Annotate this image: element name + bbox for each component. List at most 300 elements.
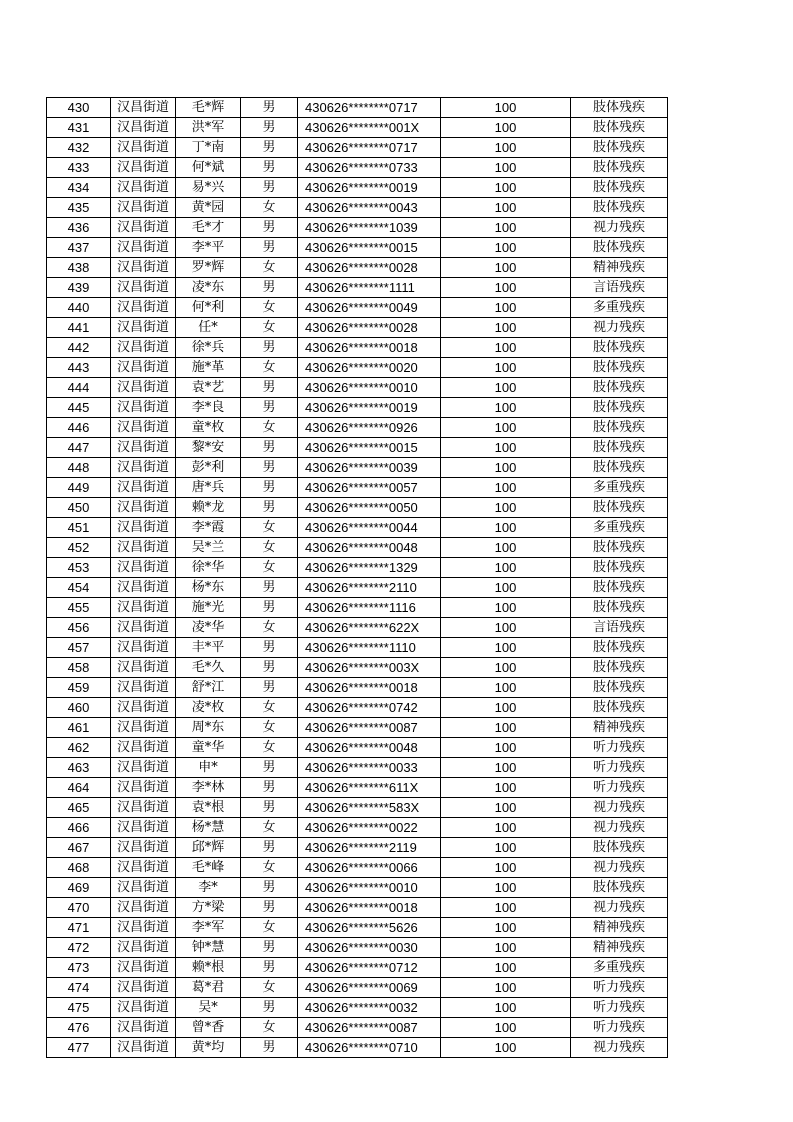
table-body [47, 98, 668, 1058]
serial-cell: 432 [47, 138, 111, 158]
disability-type-cell: 肢体残疾 [571, 438, 668, 458]
serial-cell: 472 [47, 938, 111, 958]
name-cell: 赖*龙 [176, 498, 241, 518]
disability-type-cell: 肢体残疾 [571, 558, 668, 578]
amount-cell: 100 [441, 658, 571, 678]
street-cell: 汉昌街道 [111, 298, 176, 318]
serial-cell: 452 [47, 538, 111, 558]
gender-cell: 男 [241, 578, 298, 598]
table-row [47, 398, 668, 418]
serial-cell: 473 [47, 958, 111, 978]
amount-cell: 100 [441, 998, 571, 1018]
name-cell: 丁*南 [176, 138, 241, 158]
disability-type-cell: 肢体残疾 [571, 358, 668, 378]
serial-cell: 477 [47, 1038, 111, 1058]
id-number-cell: 430626********0018 [298, 898, 441, 918]
serial-cell: 433 [47, 158, 111, 178]
street-cell: 汉昌街道 [111, 858, 176, 878]
name-cell: 袁*艺 [176, 378, 241, 398]
gender-cell: 女 [241, 298, 298, 318]
table-row [47, 418, 668, 438]
serial-cell: 476 [47, 1018, 111, 1038]
name-cell: 李* [176, 878, 241, 898]
street-cell: 汉昌街道 [111, 378, 176, 398]
gender-cell: 女 [241, 198, 298, 218]
name-cell: 吴* [176, 998, 241, 1018]
name-cell: 邱*辉 [176, 838, 241, 858]
name-cell: 洪*军 [176, 118, 241, 138]
amount-cell: 100 [441, 798, 571, 818]
amount-cell: 100 [441, 118, 571, 138]
table-row [47, 878, 668, 898]
gender-cell: 男 [241, 758, 298, 778]
name-cell: 易*兴 [176, 178, 241, 198]
disability-type-cell: 多重残疾 [571, 298, 668, 318]
street-cell: 汉昌街道 [111, 138, 176, 158]
street-cell: 汉昌街道 [111, 478, 176, 498]
id-number-cell: 430626********1116 [298, 598, 441, 618]
name-cell: 凌*华 [176, 618, 241, 638]
id-number-cell: 430626********1039 [298, 218, 441, 238]
serial-cell: 439 [47, 278, 111, 298]
disability-type-cell: 视力残疾 [571, 858, 668, 878]
id-number-cell: 430626********0019 [298, 398, 441, 418]
amount-cell: 100 [441, 838, 571, 858]
gender-cell: 男 [241, 1038, 298, 1058]
amount-cell: 100 [441, 698, 571, 718]
id-number-cell: 430626********0018 [298, 678, 441, 698]
name-cell: 丰*平 [176, 638, 241, 658]
disability-type-cell: 视力残疾 [571, 898, 668, 918]
name-cell: 徐*兵 [176, 338, 241, 358]
street-cell: 汉昌街道 [111, 978, 176, 998]
name-cell: 毛*久 [176, 658, 241, 678]
serial-cell: 457 [47, 638, 111, 658]
id-number-cell: 430626********1110 [298, 638, 441, 658]
amount-cell: 100 [441, 538, 571, 558]
gender-cell: 男 [241, 458, 298, 478]
serial-cell: 471 [47, 918, 111, 938]
gender-cell: 女 [241, 698, 298, 718]
id-number-cell: 430626********0044 [298, 518, 441, 538]
table-row [47, 658, 668, 678]
gender-cell: 男 [241, 138, 298, 158]
street-cell: 汉昌街道 [111, 618, 176, 638]
name-cell: 葛*君 [176, 978, 241, 998]
name-cell: 李*平 [176, 238, 241, 258]
street-cell: 汉昌街道 [111, 918, 176, 938]
id-number-cell: 430626********1329 [298, 558, 441, 578]
amount-cell: 100 [441, 918, 571, 938]
gender-cell: 男 [241, 598, 298, 618]
id-number-cell: 430626********0018 [298, 338, 441, 358]
street-cell: 汉昌街道 [111, 658, 176, 678]
table-row [47, 798, 668, 818]
id-number-cell: 430626********0049 [298, 298, 441, 318]
name-cell: 徐*华 [176, 558, 241, 578]
table-row [47, 98, 668, 118]
table-row [47, 498, 668, 518]
disability-type-cell: 肢体残疾 [571, 178, 668, 198]
street-cell: 汉昌街道 [111, 158, 176, 178]
table-row [47, 378, 668, 398]
name-cell: 罗*辉 [176, 258, 241, 278]
amount-cell: 100 [441, 138, 571, 158]
name-cell: 黄*园 [176, 198, 241, 218]
serial-cell: 468 [47, 858, 111, 878]
id-number-cell: 430626********0048 [298, 538, 441, 558]
serial-cell: 454 [47, 578, 111, 598]
street-cell: 汉昌街道 [111, 518, 176, 538]
name-cell: 毛*峰 [176, 858, 241, 878]
id-number-cell: 430626********0050 [298, 498, 441, 518]
amount-cell: 100 [441, 558, 571, 578]
table-row [47, 858, 668, 878]
gender-cell: 男 [241, 218, 298, 238]
street-cell: 汉昌街道 [111, 398, 176, 418]
amount-cell: 100 [441, 718, 571, 738]
table-row [47, 838, 668, 858]
disability-type-cell: 听力残疾 [571, 1018, 668, 1038]
street-cell: 汉昌街道 [111, 318, 176, 338]
serial-cell: 445 [47, 398, 111, 418]
id-number-cell: 430626********0066 [298, 858, 441, 878]
amount-cell: 100 [441, 498, 571, 518]
id-number-cell: 430626********2119 [298, 838, 441, 858]
disability-type-cell: 言语残疾 [571, 278, 668, 298]
table-row [47, 778, 668, 798]
serial-cell: 431 [47, 118, 111, 138]
gender-cell: 男 [241, 998, 298, 1018]
disability-type-cell: 听力残疾 [571, 978, 668, 998]
name-cell: 吴*兰 [176, 538, 241, 558]
disability-type-cell: 听力残疾 [571, 778, 668, 798]
table-row [47, 278, 668, 298]
serial-cell: 458 [47, 658, 111, 678]
id-number-cell: 430626********0926 [298, 418, 441, 438]
amount-cell: 100 [441, 358, 571, 378]
amount-cell: 100 [441, 418, 571, 438]
disability-type-cell: 视力残疾 [571, 798, 668, 818]
amount-cell: 100 [441, 938, 571, 958]
id-number-cell: 430626********0033 [298, 758, 441, 778]
street-cell: 汉昌街道 [111, 598, 176, 618]
serial-cell: 469 [47, 878, 111, 898]
serial-cell: 434 [47, 178, 111, 198]
table-row [47, 118, 668, 138]
disability-type-cell: 精神残疾 [571, 918, 668, 938]
amount-cell: 100 [441, 198, 571, 218]
amount-cell: 100 [441, 598, 571, 618]
street-cell: 汉昌街道 [111, 358, 176, 378]
serial-cell: 441 [47, 318, 111, 338]
table-row [47, 178, 668, 198]
amount-cell: 100 [441, 318, 571, 338]
amount-cell: 100 [441, 978, 571, 998]
gender-cell: 女 [241, 818, 298, 838]
street-cell: 汉昌街道 [111, 118, 176, 138]
gender-cell: 女 [241, 858, 298, 878]
amount-cell: 100 [441, 478, 571, 498]
name-cell: 凌*东 [176, 278, 241, 298]
amount-cell: 100 [441, 378, 571, 398]
amount-cell: 100 [441, 818, 571, 838]
table-row [47, 478, 668, 498]
name-cell: 杨*慧 [176, 818, 241, 838]
street-cell: 汉昌街道 [111, 578, 176, 598]
disability-type-cell: 肢体残疾 [571, 398, 668, 418]
id-number-cell: 430626********0015 [298, 438, 441, 458]
name-cell: 毛*辉 [176, 98, 241, 118]
table-row [47, 898, 668, 918]
serial-cell: 467 [47, 838, 111, 858]
table-row [47, 818, 668, 838]
serial-cell: 466 [47, 818, 111, 838]
name-cell: 施*革 [176, 358, 241, 378]
disability-type-cell: 精神残疾 [571, 938, 668, 958]
id-number-cell: 430626********0020 [298, 358, 441, 378]
name-cell: 李*良 [176, 398, 241, 418]
name-cell: 周*东 [176, 718, 241, 738]
table-row [47, 698, 668, 718]
name-cell: 唐*兵 [176, 478, 241, 498]
serial-cell: 475 [47, 998, 111, 1018]
street-cell: 汉昌街道 [111, 738, 176, 758]
street-cell: 汉昌街道 [111, 1038, 176, 1058]
gender-cell: 女 [241, 418, 298, 438]
amount-cell: 100 [441, 158, 571, 178]
serial-cell: 461 [47, 718, 111, 738]
disability-type-cell: 肢体残疾 [571, 598, 668, 618]
disability-type-cell: 精神残疾 [571, 258, 668, 278]
disability-type-cell: 多重残疾 [571, 518, 668, 538]
id-number-cell: 430626********583X [298, 798, 441, 818]
disability-type-cell: 肢体残疾 [571, 838, 668, 858]
disability-type-cell: 精神残疾 [571, 718, 668, 738]
id-number-cell: 430626********0717 [298, 98, 441, 118]
street-cell: 汉昌街道 [111, 498, 176, 518]
id-number-cell: 430626********0712 [298, 958, 441, 978]
disability-type-cell: 肢体残疾 [571, 158, 668, 178]
amount-cell: 100 [441, 258, 571, 278]
name-cell: 任* [176, 318, 241, 338]
id-number-cell: 430626********0710 [298, 1038, 441, 1058]
street-cell: 汉昌街道 [111, 798, 176, 818]
gender-cell: 男 [241, 638, 298, 658]
street-cell: 汉昌街道 [111, 998, 176, 1018]
serial-cell: 430 [47, 98, 111, 118]
street-cell: 汉昌街道 [111, 758, 176, 778]
disability-type-cell: 肢体残疾 [571, 538, 668, 558]
serial-cell: 462 [47, 738, 111, 758]
gender-cell: 男 [241, 898, 298, 918]
table-row [47, 258, 668, 278]
id-number-cell: 430626********0028 [298, 258, 441, 278]
gender-cell: 男 [241, 438, 298, 458]
street-cell: 汉昌街道 [111, 438, 176, 458]
id-number-cell: 430626********1111 [298, 278, 441, 298]
gender-cell: 女 [241, 738, 298, 758]
serial-cell: 460 [47, 698, 111, 718]
table-row [47, 298, 668, 318]
disability-type-cell: 多重残疾 [571, 478, 668, 498]
name-cell: 李*林 [176, 778, 241, 798]
name-cell: 申* [176, 758, 241, 778]
name-cell: 何*利 [176, 298, 241, 318]
street-cell: 汉昌街道 [111, 818, 176, 838]
gender-cell: 男 [241, 278, 298, 298]
table-row [47, 998, 668, 1018]
disability-type-cell: 肢体残疾 [571, 238, 668, 258]
table-row [47, 338, 668, 358]
id-number-cell: 430626********0087 [298, 1018, 441, 1038]
id-number-cell: 430626********0057 [298, 478, 441, 498]
gender-cell: 女 [241, 518, 298, 538]
disability-type-cell: 肢体残疾 [571, 658, 668, 678]
disability-type-cell: 肢体残疾 [571, 458, 668, 478]
street-cell: 汉昌街道 [111, 958, 176, 978]
disability-type-cell: 视力残疾 [571, 1038, 668, 1058]
amount-cell: 100 [441, 298, 571, 318]
table-row [47, 318, 668, 338]
amount-cell: 100 [441, 338, 571, 358]
id-number-cell: 430626********0069 [298, 978, 441, 998]
amount-cell: 100 [441, 778, 571, 798]
amount-cell: 100 [441, 898, 571, 918]
table-row [47, 518, 668, 538]
gender-cell: 男 [241, 838, 298, 858]
street-cell: 汉昌街道 [111, 218, 176, 238]
table-row [47, 678, 668, 698]
gender-cell: 男 [241, 398, 298, 418]
amount-cell: 100 [441, 398, 571, 418]
gender-cell: 男 [241, 238, 298, 258]
serial-cell: 447 [47, 438, 111, 458]
id-number-cell: 430626********622X [298, 618, 441, 638]
id-number-cell: 430626********003X [298, 658, 441, 678]
name-cell: 毛*才 [176, 218, 241, 238]
amount-cell: 100 [441, 958, 571, 978]
street-cell: 汉昌街道 [111, 938, 176, 958]
id-number-cell: 430626********0022 [298, 818, 441, 838]
serial-cell: 448 [47, 458, 111, 478]
serial-cell: 436 [47, 218, 111, 238]
disability-type-cell: 视力残疾 [571, 218, 668, 238]
id-number-cell: 430626********0028 [298, 318, 441, 338]
street-cell: 汉昌街道 [111, 898, 176, 918]
name-cell: 黎*安 [176, 438, 241, 458]
gender-cell: 男 [241, 478, 298, 498]
gender-cell: 男 [241, 378, 298, 398]
table-row [47, 758, 668, 778]
name-cell: 凌*枚 [176, 698, 241, 718]
street-cell: 汉昌街道 [111, 838, 176, 858]
street-cell: 汉昌街道 [111, 678, 176, 698]
disability-type-cell: 肢体残疾 [571, 638, 668, 658]
table-row [47, 158, 668, 178]
street-cell: 汉昌街道 [111, 418, 176, 438]
gender-cell: 女 [241, 258, 298, 278]
name-cell: 方*梁 [176, 898, 241, 918]
street-cell: 汉昌街道 [111, 1018, 176, 1038]
table-row [47, 198, 668, 218]
table-row [47, 738, 668, 758]
gender-cell: 男 [241, 658, 298, 678]
gender-cell: 男 [241, 98, 298, 118]
id-number-cell: 430626********0043 [298, 198, 441, 218]
serial-cell: 456 [47, 618, 111, 638]
serial-cell: 459 [47, 678, 111, 698]
serial-cell: 470 [47, 898, 111, 918]
name-cell: 施*光 [176, 598, 241, 618]
amount-cell: 100 [441, 738, 571, 758]
amount-cell: 100 [441, 878, 571, 898]
gender-cell: 女 [241, 558, 298, 578]
amount-cell: 100 [441, 438, 571, 458]
disability-type-cell: 听力残疾 [571, 758, 668, 778]
street-cell: 汉昌街道 [111, 258, 176, 278]
gender-cell: 女 [241, 918, 298, 938]
table-row [47, 238, 668, 258]
id-number-cell: 430626********0010 [298, 878, 441, 898]
id-number-cell: 430626********001X [298, 118, 441, 138]
serial-cell: 465 [47, 798, 111, 818]
name-cell: 童*枚 [176, 418, 241, 438]
serial-cell: 442 [47, 338, 111, 358]
table-row [47, 1038, 668, 1058]
name-cell: 黄*均 [176, 1038, 241, 1058]
gender-cell: 男 [241, 778, 298, 798]
disability-type-cell: 肢体残疾 [571, 198, 668, 218]
street-cell: 汉昌街道 [111, 558, 176, 578]
disability-type-cell: 肢体残疾 [571, 678, 668, 698]
disability-type-cell: 肢体残疾 [571, 578, 668, 598]
name-cell: 童*华 [176, 738, 241, 758]
name-cell: 舒*江 [176, 678, 241, 698]
id-number-cell: 430626********0087 [298, 718, 441, 738]
street-cell: 汉昌街道 [111, 338, 176, 358]
id-number-cell: 430626********0048 [298, 738, 441, 758]
serial-cell: 455 [47, 598, 111, 618]
gender-cell: 男 [241, 498, 298, 518]
gender-cell: 男 [241, 958, 298, 978]
table-row [47, 138, 668, 158]
gender-cell: 男 [241, 338, 298, 358]
street-cell: 汉昌街道 [111, 638, 176, 658]
amount-cell: 100 [441, 278, 571, 298]
id-number-cell: 430626********0019 [298, 178, 441, 198]
gender-cell: 男 [241, 878, 298, 898]
street-cell: 汉昌街道 [111, 718, 176, 738]
id-number-cell: 430626********0039 [298, 458, 441, 478]
name-cell: 袁*根 [176, 798, 241, 818]
name-cell: 杨*东 [176, 578, 241, 598]
gender-cell: 女 [241, 978, 298, 998]
serial-cell: 435 [47, 198, 111, 218]
serial-cell: 444 [47, 378, 111, 398]
name-cell: 何*斌 [176, 158, 241, 178]
amount-cell: 100 [441, 758, 571, 778]
amount-cell: 100 [441, 1038, 571, 1058]
street-cell: 汉昌街道 [111, 278, 176, 298]
serial-cell: 453 [47, 558, 111, 578]
disability-type-cell: 听力残疾 [571, 998, 668, 1018]
gender-cell: 男 [241, 118, 298, 138]
disability-type-cell: 多重残疾 [571, 958, 668, 978]
serial-cell: 451 [47, 518, 111, 538]
street-cell: 汉昌街道 [111, 458, 176, 478]
table-row [47, 918, 668, 938]
